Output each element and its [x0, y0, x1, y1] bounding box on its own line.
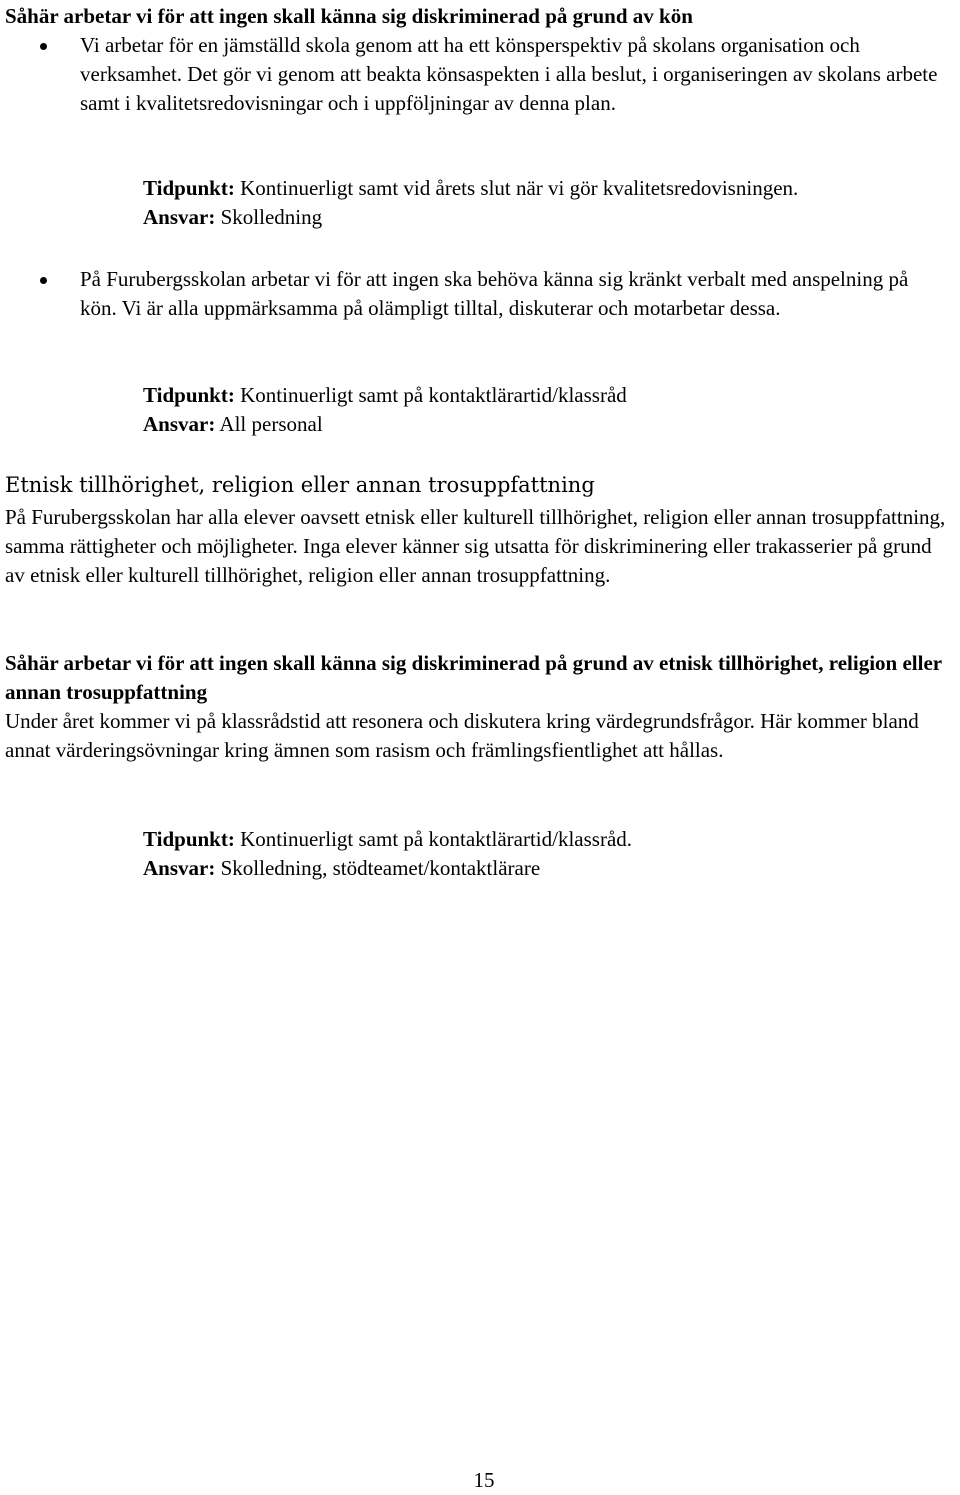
tidpunkt-line: [143, 174, 953, 203]
ansvar-label: Ansvar:: [143, 856, 216, 880]
bullet-icon: [40, 43, 47, 50]
tidpunkt-label: Tidpunkt:: [143, 827, 235, 851]
paragraph: Under året kommer vi på klassrådstid att resonera och diskutera kring värdegrundsfrågor. Här kommer bland annat värderingsövningar kring ämnen som rasism och främlingsfientlighet att hållas.: [5, 709, 919, 762]
tidpunkt-value: Kontinuerligt samt på kontaktlärartid/klassråd: [234, 383, 627, 407]
tidpunkt-line: [143, 825, 953, 854]
ansvar-value: Skolledning, stödteamet/kontaktlärare: [215, 856, 541, 880]
tidpunkt-value: Kontinuerligt samt på kontaktlärartid/klassråd.: [234, 827, 633, 851]
ansvar-value: Skolledning: [215, 205, 323, 229]
bullet-text: På Furubergsskolan arbetar vi för att ingen ska behöva känna sig kränkt verbalt med anspelning på kön. Vi är alla uppmärksamma på olämpligt tilltal, diskuterar och motarbetar dessa.: [80, 267, 909, 320]
tidpunkt-value: Kontinuerligt samt vid årets slut när vi gör kvalitetsredovisningen.: [234, 176, 799, 200]
section-heading-gender: Såhär arbetar vi för att ingen skall känna sig diskriminerad på grund av kön: [5, 4, 693, 28]
tidpunkt-label: Tidpunkt:: [143, 383, 235, 407]
ansvar-label: Ansvar:: [143, 412, 216, 436]
section-heading-ethnicity: Etnisk tillhörighet, religion eller annan trosuppfattning: [5, 473, 595, 497]
tidpunkt-label: Tidpunkt:: [143, 176, 235, 200]
ansvar-label: Ansvar:: [143, 205, 216, 229]
ansvar-line: [143, 203, 953, 232]
section-heading-ethnicity-actions: Såhär arbetar vi för att ingen skall känna sig diskriminerad på grund av etnisk tillhörighet, religion eller annan trosuppfattning: [5, 651, 942, 704]
ansvar-line: [143, 854, 953, 883]
paragraph: På Furubergsskolan har alla elever oavsett etnisk eller kulturell tillhörighet, religion eller annan trosuppfattning, samma rättigheter och möjligheter. Inga elever känner sig utsatta för diskriminering eller trakasserier på grund av etnisk eller kulturell tillhörighet, religion eller annan trosuppfattning.: [5, 505, 946, 587]
tidpunkt-line: [143, 381, 953, 410]
ansvar-line: [143, 410, 953, 439]
bullet-text: Vi arbetar för en jämställd skola genom att ha ett könsperspektiv på skolans organisation och verksamhet. Det gör vi genom att beakta könsaspekten i alla beslut, i organiseringen av skolans arbete samt i kvalitetsredovisningar och i uppföljningar av denna plan.: [80, 33, 938, 115]
ansvar-value: All personal: [215, 412, 323, 436]
page-number: 15: [473, 1468, 495, 1492]
bullet-icon: [40, 277, 47, 284]
